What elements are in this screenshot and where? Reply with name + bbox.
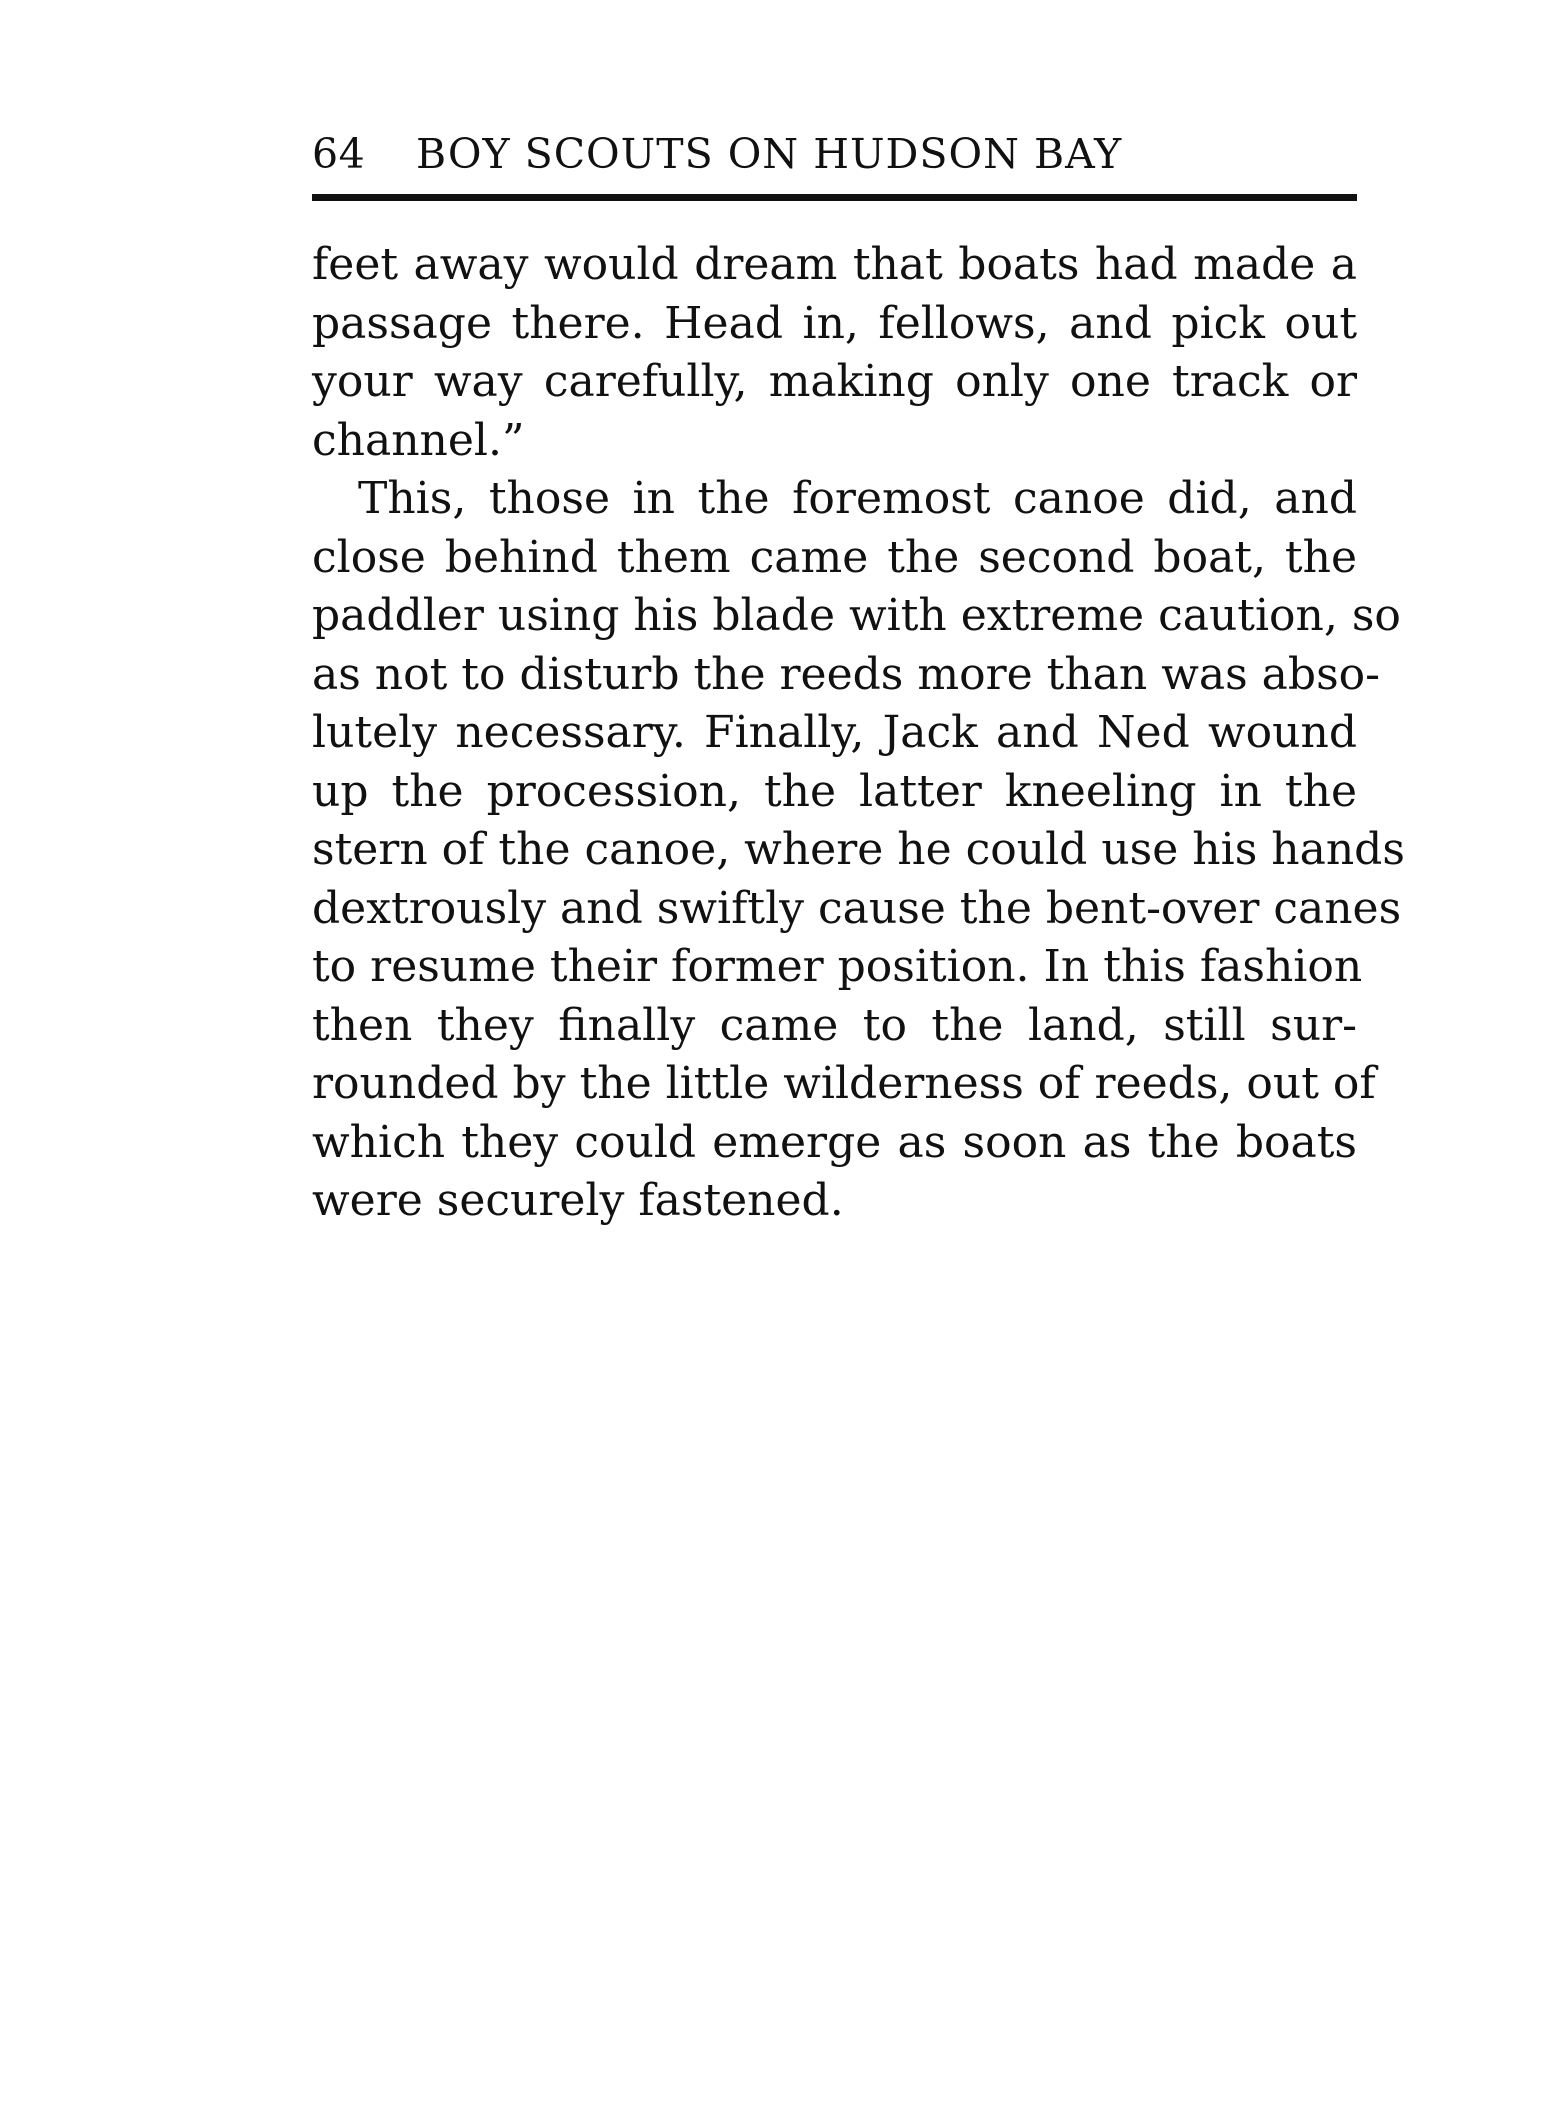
- body-text: [312, 236, 1405, 1231]
- paragraph: [312, 470, 1405, 1231]
- text-line: lutely necessary. Finally, Jack and Ned wound: [312, 707, 1357, 758]
- text-line: which they could emerge as soon as the boats: [312, 1116, 1357, 1168]
- text-line: dextrously and swiftly cause the bent-over canes: [312, 882, 1402, 934]
- running-head: [312, 120, 1357, 201]
- text-line: feet away would dream that boats had made a: [312, 239, 1357, 290]
- text-line: your way carefully, making only one track or: [312, 356, 1357, 407]
- running-title: BOY SCOUTS ON HUDSON BAY: [416, 130, 1123, 178]
- text-line: then they finally came to the land, still sur-: [312, 999, 1357, 1051]
- text-line: This, those in the foremost canoe did, and: [358, 473, 1357, 524]
- page-number: 64: [312, 130, 366, 178]
- text-line: rounded by the little wilderness of reeds, out of: [312, 1058, 1376, 1109]
- text-line: channel.”: [312, 414, 525, 466]
- text-line: stern of the canoe, where he could use his hands: [312, 824, 1405, 875]
- text-line: close behind them came the second boat, the: [312, 531, 1357, 583]
- text-line: paddler using his blade with extreme caution, so: [312, 590, 1401, 641]
- text-line: were securely fastened.: [312, 1175, 844, 1226]
- text-line: passage there. Head in, fellows, and pick out: [312, 297, 1357, 349]
- paragraph-continued: [312, 236, 1357, 470]
- text-line: to resume their former position. In this fashion: [312, 941, 1363, 992]
- text-line: as not to disturb the reeds more than was abso-: [312, 648, 1381, 700]
- text-line: up the procession, the latter kneeling in the: [312, 765, 1357, 817]
